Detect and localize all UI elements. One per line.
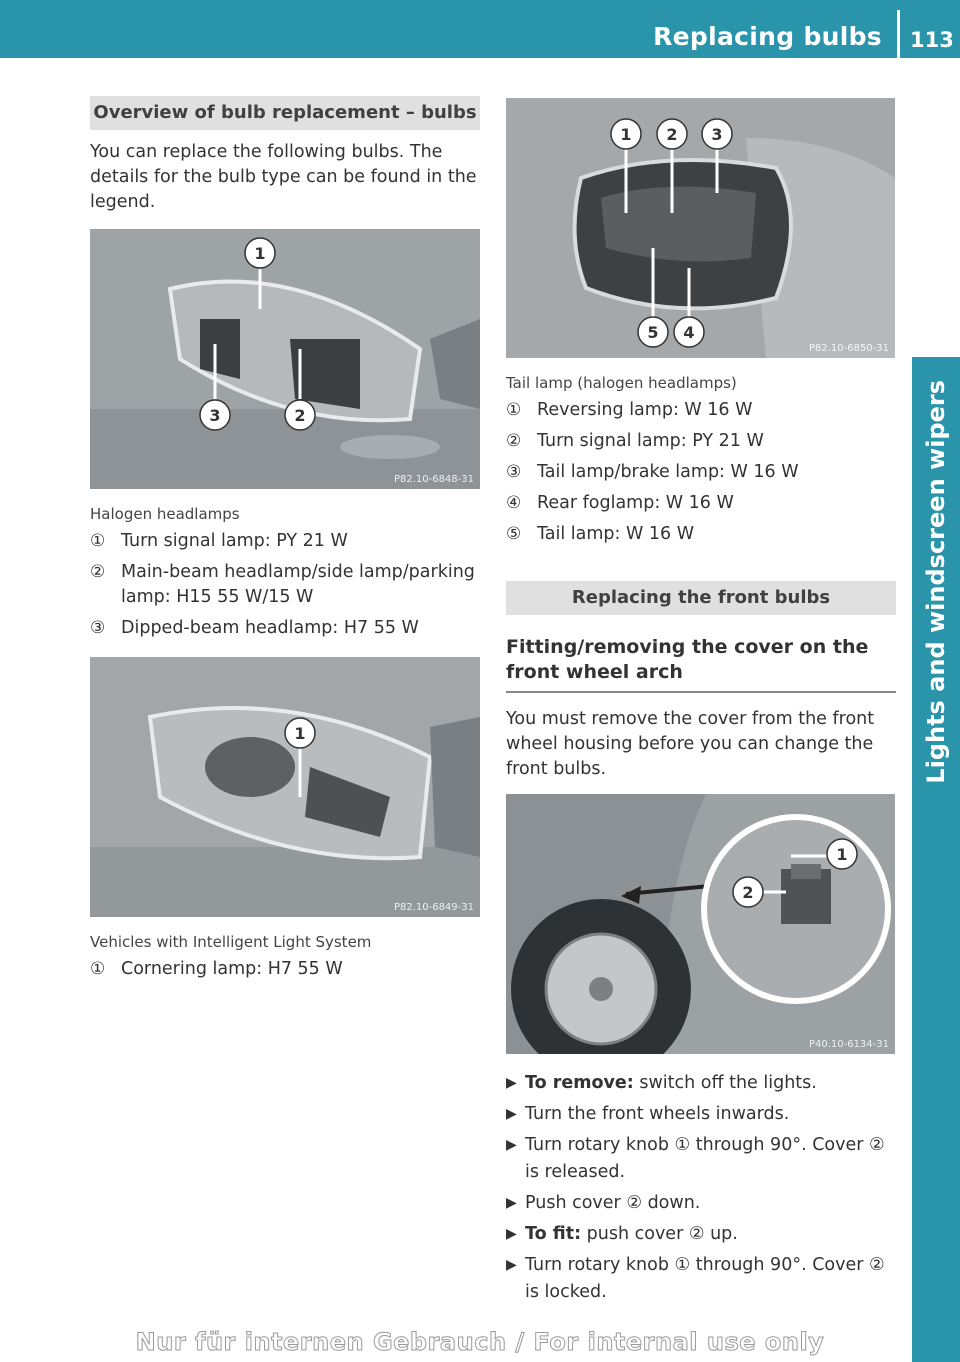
legend-item: ② Turn signal lamp: PY 21 W <box>506 429 896 454</box>
legend-item: ③ Dipped-beam headlamp: H7 55 W <box>90 616 480 641</box>
svg-text:2: 2 <box>742 883 754 902</box>
figure-caption: Vehicles with Intelligent Light System <box>90 933 372 951</box>
legend-item: ③ Tail lamp/brake lamp: W 16 W <box>506 460 896 485</box>
legend-item: ⑤ Tail lamp: W 16 W <box>506 522 896 547</box>
header-divider <box>897 10 900 58</box>
legend-item: ① Turn signal lamp: PY 21 W <box>90 529 480 554</box>
callout-number-icon: ③ <box>506 462 522 482</box>
page-title: Replacing bulbs <box>653 22 882 51</box>
svg-text:3: 3 <box>711 125 723 144</box>
instruction-steps <box>506 1070 896 1306</box>
figure-code: P40.10-6134-31 <box>808 1039 889 1050</box>
halogen-headlamp-illustration <box>90 229 480 489</box>
figure-halogen-headlamps <box>90 229 480 489</box>
legend-halogen <box>90 529 480 641</box>
intelligent-light-illustration <box>90 657 480 917</box>
figure-intelligent-light <box>90 657 480 917</box>
svg-text:5: 5 <box>647 323 659 342</box>
wheel-arch-illustration <box>506 794 895 1054</box>
step-arrow-icon: ▶ <box>506 1075 517 1091</box>
callout-number-icon: ② <box>506 431 522 451</box>
svg-text:4: 4 <box>683 323 695 342</box>
figure-wheel-arch-cover <box>506 794 895 1054</box>
step-arrow-icon: ▶ <box>506 1106 517 1122</box>
callout-number-icon: ② <box>90 562 106 582</box>
right-column <box>506 98 896 1310</box>
svg-text:1: 1 <box>254 244 266 263</box>
legend-item: ① Reversing lamp: W 16 W <box>506 398 896 423</box>
chapter-side-label-wrap <box>912 380 960 810</box>
figure-code: P82.10-6849-31 <box>393 902 474 913</box>
step-arrow-icon: ▶ <box>506 1226 517 1242</box>
svg-text:3: 3 <box>209 406 221 425</box>
svg-text:2: 2 <box>294 406 306 425</box>
svg-text:1: 1 <box>294 724 306 743</box>
legend-intelligent-light <box>90 957 480 982</box>
instruction-step: ▶ Push cover ② down. <box>506 1190 896 1217</box>
callout-number-icon: ④ <box>506 493 522 513</box>
section-heading-overview: Overview of bulb replacement – bulbs <box>90 96 480 130</box>
instruction-step: ▶ To fit: push cover ② up. <box>506 1221 896 1248</box>
callout-number-icon: ① <box>90 531 106 551</box>
step-arrow-icon: ▶ <box>506 1257 517 1273</box>
callout-number-icon: ⑤ <box>506 524 522 544</box>
step-arrow-icon: ▶ <box>506 1195 517 1211</box>
instruction-step: ▶ Turn the front wheels inwards. <box>506 1101 896 1128</box>
tail-lamp-illustration <box>506 98 895 358</box>
figure-caption: Halogen headlamps <box>90 505 240 523</box>
figure-tail-lamp <box>506 98 895 358</box>
figure-code: P82.10-6850-31 <box>808 343 889 354</box>
callout-number-icon: ③ <box>90 618 106 638</box>
instruction-step: ▶ To remove: switch off the lights. <box>506 1070 896 1097</box>
wheel-arch-intro: You must remove the cover from the front wheel housing before you can change the front bulbs. <box>506 709 875 779</box>
internal-use-watermark: Nur für internen Gebrauch / For internal use only <box>135 1328 825 1356</box>
svg-text:2: 2 <box>666 125 678 144</box>
legend-tail-lamp <box>506 398 896 547</box>
legend-item: ④ Rear foglamp: W 16 W <box>506 491 896 516</box>
figure-code: P82.10-6848-31 <box>393 474 474 485</box>
overview-intro: You can replace the following bulbs. The details for the bulb type can be found in the legend. <box>90 142 477 212</box>
instruction-step: ▶ Turn rotary knob ① through 90°. Cover ② is released. <box>506 1132 896 1186</box>
callout-number-icon: ① <box>506 400 522 420</box>
legend-item: ② Main-beam headlamp/side lamp/parking lamp: H15 55 W/15 W <box>90 562 475 607</box>
section-heading-front-bulbs: Replacing the front bulbs <box>506 581 896 615</box>
chapter-side-label: Lights and windscreen wipers <box>922 380 950 784</box>
left-column <box>90 96 480 988</box>
page-number: 113 <box>910 28 954 52</box>
svg-text:1: 1 <box>836 845 848 864</box>
callout-number-icon: ① <box>90 959 106 979</box>
instruction-step: ▶ Turn rotary knob ① through 90°. Cover ② is locked. <box>506 1252 896 1306</box>
subheading-wheel-arch-cover: Fitting/removing the cover on the front wheel arch <box>506 635 896 693</box>
step-arrow-icon: ▶ <box>506 1137 517 1153</box>
legend-item: ① Cornering lamp: H7 55 W <box>90 957 480 982</box>
svg-text:1: 1 <box>620 125 632 144</box>
figure-caption: Tail lamp (halogen headlamps) <box>506 374 737 392</box>
